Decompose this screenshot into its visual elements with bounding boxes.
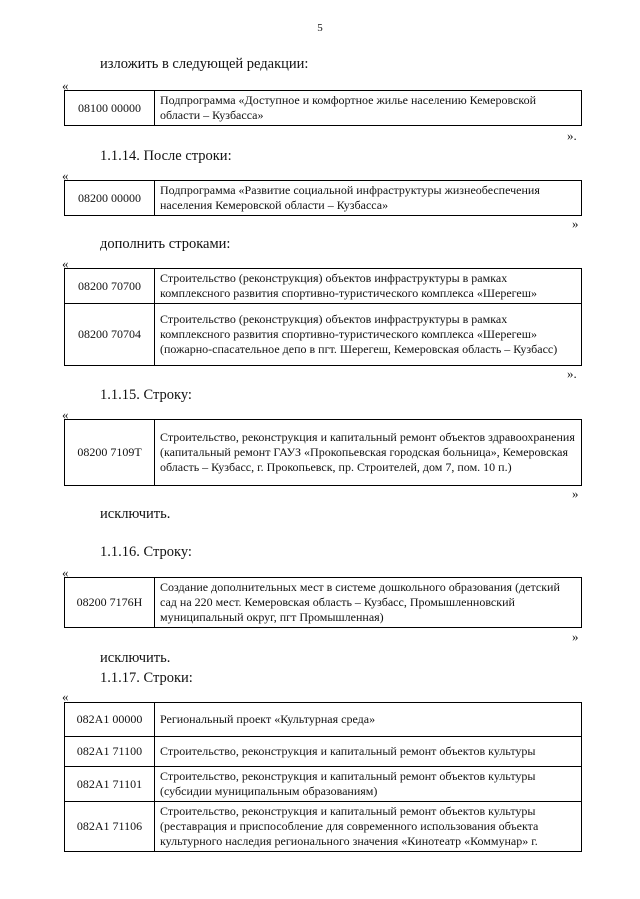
table-culture [64,702,582,852]
open-quote: « [62,565,69,580]
open-quote: « [62,78,69,93]
row-text: Строительство, реконструкция и капитальный ремонт объектов культуры [155,737,582,767]
table-row [65,269,582,304]
row-text: Строительство, реконструкция и капитальный ремонт объектов культуры (субсидии муниципальным образованиям) [155,767,582,802]
close-quote: » [572,629,579,644]
table-row [65,578,582,628]
row-text: Строительство (реконструкция) объектов инфраструктуры в рамках комплексного развития спортивно-туристического комплекса «Шерегеш» [155,269,582,304]
row-code: 08200 7176Н [65,578,155,628]
row-text: Региональный проект «Культурная среда» [155,703,582,737]
table-row [65,91,582,126]
heading-1-1-16: 1.1.16. Строку: [100,544,192,560]
table-row [65,420,582,486]
table-row [65,703,582,737]
row-text: Строительство (реконструкция) объектов инфраструктуры в рамках комплексного развития спортивно-туристического комплекса «Шерегеш» (пожарно-спасательное депо в пгт. Шерегеш, Кемеровская область – Кузбасс) [155,304,582,366]
table-row [65,767,582,802]
open-quote: « [62,168,69,183]
row-code: 08200 70700 [65,269,155,304]
close-quote: ». [567,366,577,381]
table-subprogram-social [64,180,582,216]
heading-1-1-14: 1.1.14. После строки: [100,148,232,164]
table-prokopyevsk-hospital [64,419,582,486]
table-row [65,737,582,767]
open-quote: « [62,407,69,422]
page-number: 5 [317,22,323,34]
row-text: Подпрограмма «Доступное и комфортное жилье населению Кемеровской области – Кузбасса» [155,91,582,126]
row-code: 08200 00000 [65,181,155,216]
close-quote: » [572,216,579,231]
row-code: 082А1 71100 [65,737,155,767]
open-quote: « [62,689,69,704]
row-text: Строительство, реконструкция и капитальный ремонт объектов культуры (реставрация и приспособление для современного использования объекта культурного наследия регионального значения «Кинотеатр «Коммунар» г. [155,802,582,852]
open-quote: « [62,256,69,271]
row-code: 08200 7109Т [65,420,155,486]
heading-1-1-15: 1.1.15. Строку: [100,387,192,403]
row-code: 08100 00000 [65,91,155,126]
row-code: 082А1 71101 [65,767,155,802]
table-kindergarten [64,577,582,628]
paragraph-edit-instruction: изложить в следующей редакции: [100,56,309,72]
paragraph-exclude: исключить. [100,650,171,666]
heading-1-1-17: 1.1.17. Строки: [100,670,193,686]
paragraph-add-rows: дополнить строками: [100,236,231,252]
row-code: 082А1 71106 [65,802,155,852]
close-quote: » [572,486,579,501]
table-subprogram-housing [64,90,582,126]
table-row [65,181,582,216]
row-text: Создание дополнительных мест в системе дошкольного образования (детский сад на 220 мест. Кемеровская область – Кузбасс, Промышленновский муниципальный округ, пгт Промышленная) [155,578,582,628]
table-row [65,304,582,366]
paragraph-exclude: исключить. [100,506,171,522]
row-code: 08200 70704 [65,304,155,366]
row-code: 082А1 00000 [65,703,155,737]
row-text: Подпрограмма «Развитие социальной инфраструктуры жизнеобеспечения населения Кемеровской области – Кузбасса» [155,181,582,216]
table-sheregesh [64,268,582,366]
table-row [65,802,582,852]
row-text: Строительство, реконструкция и капитальный ремонт объектов здравоохранения (капитальный ремонт ГАУЗ «Прокопьевская городская больница», Кемеровская область – Кузбасс, г. Прокопьевск, пр. Строителей, дом 7, пом. 10 п.) [155,420,582,486]
close-quote: ». [567,128,577,143]
